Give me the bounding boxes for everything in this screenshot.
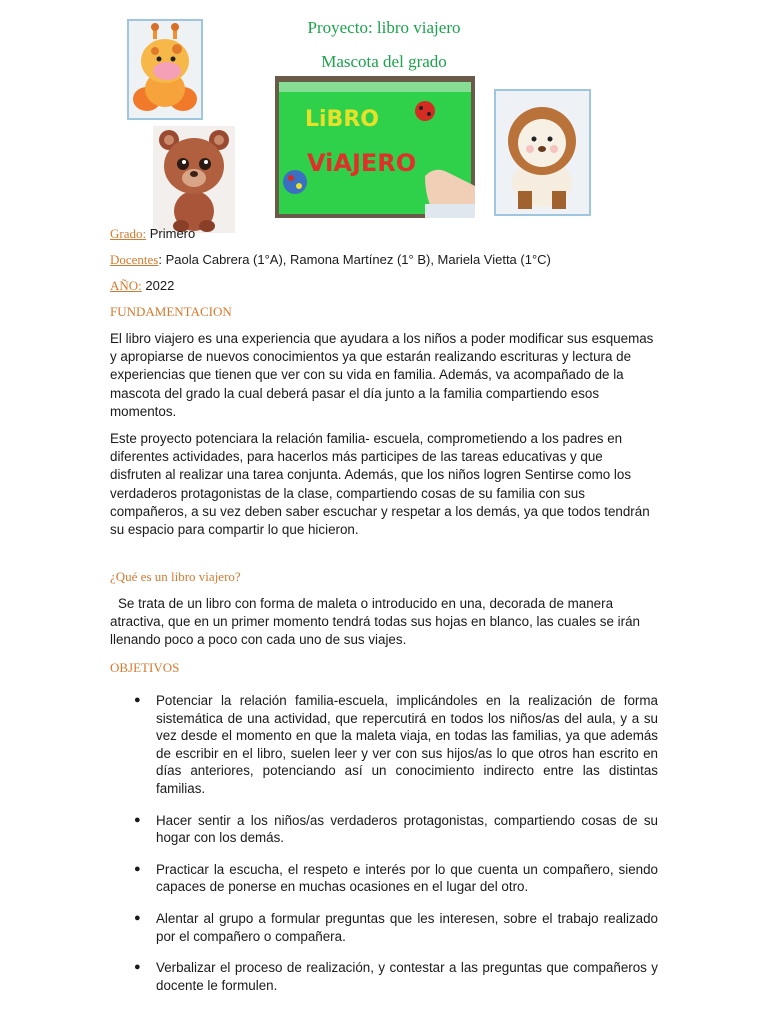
list-item-text: Practicar la escucha, el respeto e interés por lo que cuenta un compañero, siendo capaces de ponerse en muchas ocasiones en el lugar del otro. (156, 861, 658, 895)
anio-value: 2022 (141, 278, 175, 293)
giraffe-image (127, 19, 203, 120)
beetle-icon (283, 170, 307, 194)
fundamentacion-heading: FUNDAMENTACION (110, 304, 232, 319)
list-item (110, 692, 658, 798)
book-image (275, 76, 475, 218)
grado-value: Primero (149, 226, 196, 241)
fundamentacion-paragraph-2: Este proyecto potenciara la relación familia- escuela, comprometiendo a los padres en diferentes actividades, para hacerlos más participes de las tareas educativas y que disfruten al realizar una tarea conjunta. Además, que los niños logren Sentirse como los verdaderos protagonistas de la clase, compartiendo cosas de su familia con sus compañeros, a su vez deben saber escuchar y respetar a los demás, ya que todos tendrán su espacio para compartir lo que hicieron. (110, 431, 650, 538)
bullet-icon: ● (134, 862, 141, 875)
que-es-heading: ¿Qué es un libro viajero? (110, 569, 241, 584)
book-word-2: ViAJERO (307, 149, 417, 177)
list-item-text: Alentar al grupo a formular preguntas que les interesen, sobre el trabajo realizado por el compañero o compañera. (156, 910, 658, 944)
page-title: Proyecto: libro viajero (307, 18, 461, 37)
list-item (110, 910, 658, 945)
book-cover-icon (275, 76, 475, 218)
list-item-text: Potenciar la relación familia-escuela, implicándoles en la realización de forma sistemática de una actividad, que repercutirá en todos los niños/as del aula, y a su vez desde el momento en que la maleta viaja, en todas las familias, ya que además de escribir en el libro, suelen leer y ver con sus hijos/as lo que otros han escrito en días anteriores, potenciando así un conocimiento indirecto entre las distintas familias. (156, 693, 658, 796)
docentes-value: : Paola Cabrera (1°A), Ramona Martínez (1° B), Mariela Vietta (1°C) (158, 252, 551, 267)
bullet-icon: ● (134, 813, 141, 826)
list-item-text: Verbalizar el proceso de realización, y contestar a las preguntas que compañeros y docente le formulen. (156, 960, 658, 993)
giraffe-icon (129, 21, 201, 118)
que-es-paragraph: Se trata de un libro con forma de maleta o introducido en una, decorada de manera atractiva, que en un primer momento tendrá todas sus hojas en blanco, las cuales se irán llenando poco a poco con cada uno de sus viajes. (110, 596, 640, 648)
bullet-icon: ● (134, 961, 141, 974)
ladybug-icon (415, 101, 435, 121)
bear-image (153, 126, 235, 233)
bullet-icon: ● (134, 911, 141, 924)
fundamentacion-paragraph-1: El libro viajero es una experiencia que ayudara a los niños a poder modificar sus esquemas y apropiarse de nuevos conocimientos ya que estarán realizando escrituras y lectura de experiencias que tienen que ver con su vida en familia. Además, va acompañado de la mascota del grado la cual deberá pasar el día junto a la familia compartiendo esos momentos. (110, 331, 654, 419)
lion-icon (496, 91, 589, 214)
grado-line (110, 226, 195, 242)
bullet-icon: ● (134, 694, 141, 706)
lion-image (494, 89, 591, 216)
list-item (110, 812, 658, 847)
anio-line (110, 278, 174, 294)
bear-icon (153, 126, 235, 233)
objetivos-heading: OBJETIVOS (110, 660, 180, 675)
grado-label: Grado: (110, 226, 147, 241)
anio-label: AÑO: (110, 278, 142, 293)
list-item-text: Hacer sentir a los niños/as verdaderos protagonistas, compartiendo cosas de su hogar con los demás. (156, 812, 658, 846)
list-item (110, 959, 658, 994)
docentes-label: Docentes (110, 252, 159, 267)
docentes-line (110, 252, 551, 268)
list-item (110, 861, 658, 896)
book-word-1: LiBRO (305, 107, 379, 132)
objetivos-list (110, 692, 658, 1008)
page-subtitle: Mascota del grado (321, 52, 447, 71)
